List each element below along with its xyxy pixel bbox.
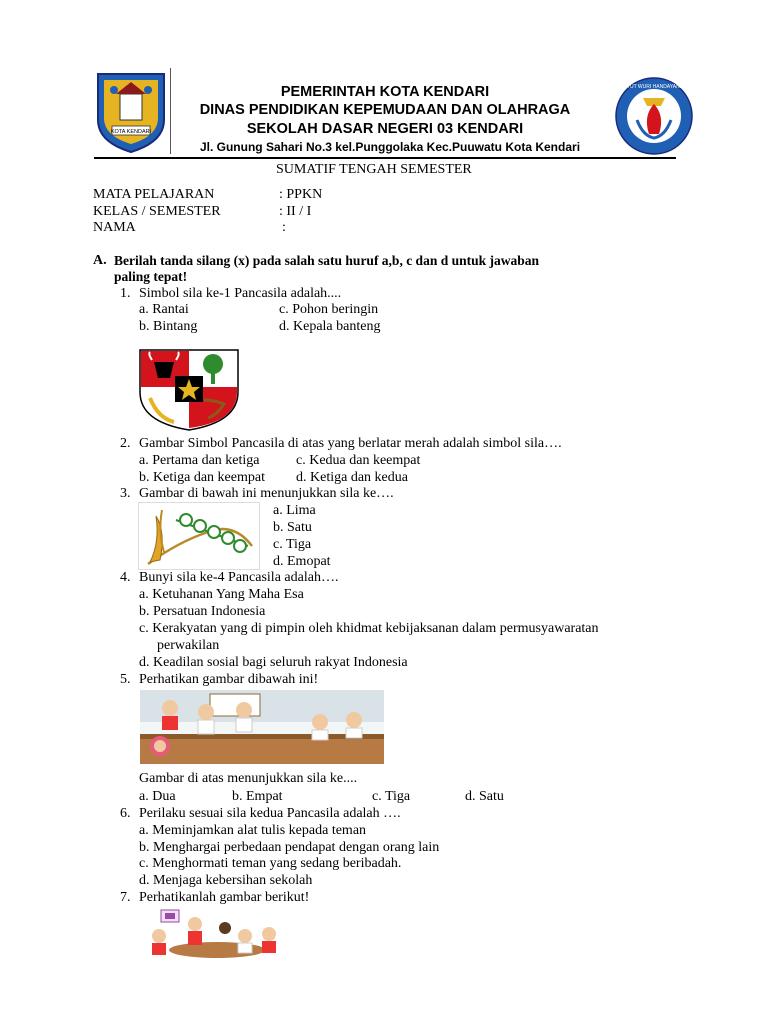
q2-option-d: d. Ketiga dan kedua [296, 470, 408, 485]
q4-option-b: b. Persatuan Indonesia [139, 604, 266, 619]
section-instruction-2: paling tepat! [114, 269, 188, 284]
header-line-3: SEKOLAH DASAR NEGERI 03 KENDARI [246, 121, 524, 137]
pancasila-shield-image [138, 348, 240, 432]
q6-text: Perilaku sesuai sila kedua Pancasila adalah …. [139, 806, 401, 821]
q5-option-d: d. Satu [465, 789, 504, 804]
group-discussion-image [145, 906, 289, 958]
info-value-subject: : PPKN [279, 187, 323, 202]
q3-text: Gambar di bawah ini menunjukkan sila ke…. [139, 486, 394, 501]
q5-option-a: a. Dua [139, 789, 176, 804]
kota-kendari-logo [92, 70, 170, 154]
info-label-class: KELAS / SEMESTER [93, 204, 221, 219]
q2-number: 2. [120, 436, 131, 451]
section-instruction-1: Berilah tanda silang (x) pada salah satu huruf a,b, c dan d untuk jawaban [114, 253, 539, 268]
q5-number: 5. [120, 672, 131, 687]
info-value-class: : II / I [279, 204, 312, 219]
q3-number: 3. [120, 486, 131, 501]
q4-option-a: a. Ketuhanan Yang Maha Esa [139, 587, 304, 602]
q4-option-c-cont: perwakilan [157, 638, 220, 653]
classroom-discussion-image [140, 690, 384, 764]
q5-option-c: c. Tiga [372, 789, 411, 804]
q1-number: 1. [120, 286, 131, 301]
logo-motto: TUT WURI HANDAYANI [626, 84, 682, 90]
q3-option-b: b. Satu [273, 520, 312, 535]
q7-text: Perhatikanlah gambar berikut! [139, 890, 310, 905]
info-value-name: : [282, 220, 286, 235]
q6-option-c: c. Menghormati teman yang sedang beribadah. [139, 856, 402, 871]
q2-option-a: a. Pertama dan ketiga [139, 453, 260, 468]
logo-text: KOTA KENDARI [110, 129, 152, 135]
q4-option-c: c. Kerakyatan yang di pimpin oleh khidmat kebijaksanan dalam permusyawaratan [139, 621, 599, 636]
q6-option-d: d. Menjaga kebersihan sekolah [139, 873, 313, 888]
q1-option-b: b. Bintang [139, 319, 198, 334]
q1-text: Simbol sila ke-1 Pancasila adalah.... [139, 286, 342, 301]
q5-text: Perhatikan gambar dibawah ini! [139, 672, 319, 687]
q6-number: 6. [120, 806, 131, 821]
q1-option-c: c. Pohon beringin [279, 302, 379, 317]
q6-option-b: b. Menghargai perbedaan pendapat dengan orang lain [139, 840, 440, 855]
q2-text: Gambar Simbol Pancasila di atas yang berlatar merah adalah simbol sila…. [139, 436, 562, 451]
header-line-1: PEMERINTAH KOTA KENDARI [280, 84, 490, 100]
q4-number: 4. [120, 570, 131, 585]
exam-title: SUMATIF TENGAH SEMESTER [276, 162, 472, 177]
q1-option-d: d. Kepala banteng [279, 319, 381, 334]
q1-option-a: a. Rantai [139, 302, 189, 317]
info-label-name: NAMA [93, 220, 136, 235]
tut-wuri-handayani-logo [613, 76, 695, 156]
q6-option-a: a. Meminjamkan alat tulis kepada teman [139, 823, 367, 838]
padi-kapas-image [138, 502, 260, 570]
q3-option-d: d. Emopat [273, 554, 331, 569]
q7-number: 7. [120, 890, 131, 905]
q3-option-c: c. Tiga [273, 537, 312, 552]
header-address: Jl. Gunung Sahari No.3 kel.Punggolaka Kec.Puuwatu Kota Kendari [199, 140, 581, 154]
info-label-subject: MATA PELAJARAN [93, 187, 215, 202]
q2-option-c: c. Kedua dan keempat [296, 453, 421, 468]
q3-option-a: a. Lima [273, 503, 316, 518]
q4-option-d: d. Keadilan sosial bagi seluruh rakyat Indonesia [139, 655, 408, 670]
q5-option-b: b. Empat [232, 789, 283, 804]
q2-option-b: b. Ketiga dan keempat [139, 470, 265, 485]
section-letter: A. [93, 253, 107, 268]
header-rule [94, 157, 676, 159]
q5-caption: Gambar di atas menunjukkan sila ke.... [139, 771, 358, 786]
header-line-2: DINAS PENDIDIKAN KEPEMUDAAN DAN OLAHRAGA [199, 102, 571, 118]
q4-text: Bunyi sila ke-4 Pancasila adalah…. [139, 570, 339, 585]
